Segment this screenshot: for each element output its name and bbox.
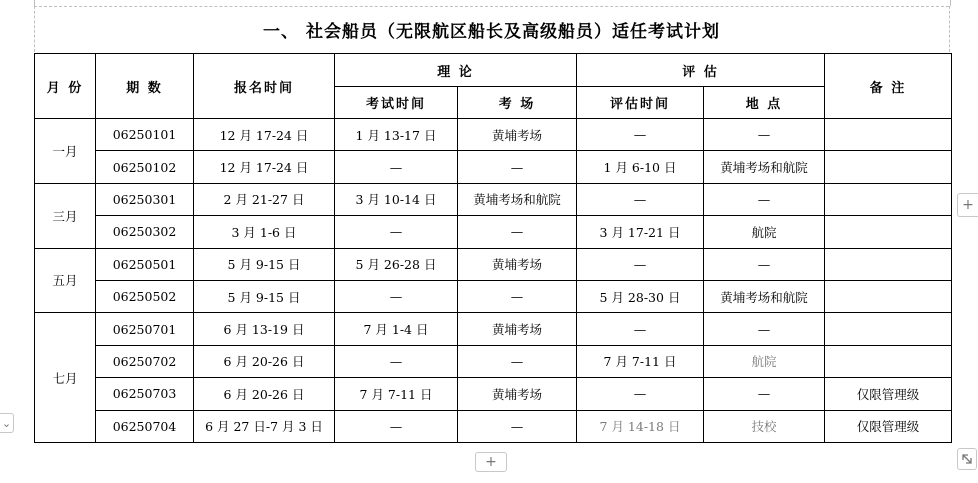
signup-cell: 5 月 9-15 日	[194, 280, 335, 312]
period-cell: 06250702	[96, 345, 194, 377]
location-cell: 技校	[704, 410, 825, 442]
location-cell: 黄埔考场和航院	[704, 280, 825, 312]
title-cell-right-border	[949, 6, 950, 52]
collapse-row-button[interactable]	[0, 413, 14, 433]
table-row	[35, 345, 952, 377]
header-theory: 理 论	[335, 54, 577, 87]
signup-cell: 5 月 9-15 日	[194, 248, 335, 280]
period-cell: 06250501	[96, 248, 194, 280]
assess-time-cell: —	[577, 183, 704, 215]
table-row	[35, 378, 952, 410]
location-cell: —	[704, 313, 825, 345]
exam-time-cell: —	[335, 410, 458, 442]
remark-cell: 仅限管理级	[825, 378, 952, 410]
signup-cell: 12 月 17-24 日	[194, 151, 335, 183]
remark-cell	[825, 151, 952, 183]
signup-cell: 6 月 20-26 日	[194, 378, 335, 410]
period-cell: 06250102	[96, 151, 194, 183]
exam-time-cell: —	[335, 216, 458, 248]
exam-time-cell: 1 月 13-17 日	[335, 119, 458, 151]
signup-cell: 3 月 1-6 日	[194, 216, 335, 248]
add-column-button[interactable]	[957, 193, 978, 217]
assess-time-cell: —	[577, 313, 704, 345]
signup-cell: 12 月 17-24 日	[194, 119, 335, 151]
location-cell: —	[704, 248, 825, 280]
location-cell: 航院	[704, 216, 825, 248]
assess-time-cell: 1 月 6-10 日	[577, 151, 704, 183]
exam-site-cell: 黄埔考场	[458, 119, 577, 151]
header-assessment: 评 估	[577, 54, 825, 87]
exam-time-cell: 7 月 7-11 日	[335, 378, 458, 410]
month-cell: 三月	[35, 183, 96, 248]
table-row	[35, 280, 952, 312]
remark-cell	[825, 313, 952, 345]
month-cell: 七月	[35, 313, 96, 443]
signup-cell: 6 月 13-19 日	[194, 313, 335, 345]
period-cell: 06250701	[96, 313, 194, 345]
table-row	[35, 410, 952, 442]
table-row	[35, 183, 952, 215]
exam-site-cell: 黄埔考场	[458, 378, 577, 410]
exam-site-cell: —	[458, 216, 577, 248]
resize-handle-icon	[961, 453, 973, 465]
table-resize-handle[interactable]	[957, 448, 977, 470]
header-period: 期 数	[96, 54, 194, 119]
period-cell: 06250302	[96, 216, 194, 248]
add-row-button[interactable]	[475, 452, 507, 472]
exam-site-cell: 黄埔考场	[458, 313, 577, 345]
exam-site-cell: —	[458, 280, 577, 312]
period-cell: 06250301	[96, 183, 194, 215]
chevron-down-icon: ⌄	[1, 416, 12, 430]
header-row	[35, 54, 952, 87]
plus-icon: +	[485, 454, 497, 470]
table-row	[35, 151, 952, 183]
exam-time-cell: —	[335, 345, 458, 377]
location-cell: —	[704, 183, 825, 215]
table-row	[35, 216, 952, 248]
document-title: 一、 社会船员（无限航区船长及高级船员）适任考试计划	[263, 22, 720, 42]
exam-time-cell: 5 月 26-28 日	[335, 248, 458, 280]
assess-time-cell: 5 月 28-30 日	[577, 280, 704, 312]
table-row	[35, 248, 952, 280]
exam-time-cell: 3 月 10-14 日	[335, 183, 458, 215]
assess-time-cell: —	[577, 248, 704, 280]
signup-cell: 2 月 21-27 日	[194, 183, 335, 215]
header-exam-time: 考试时间	[335, 87, 458, 119]
exam-site-cell: —	[458, 410, 577, 442]
month-cell: 五月	[35, 248, 96, 313]
exam-site-cell: —	[458, 345, 577, 377]
header-location: 地 点	[704, 87, 825, 119]
signup-cell: 6 月 27 日-7 月 3 日	[194, 410, 335, 442]
table-row	[35, 119, 952, 151]
location-cell: 黄埔考场和航院	[704, 151, 825, 183]
exam-site-cell: 黄埔考场	[458, 248, 577, 280]
remark-cell	[825, 183, 952, 215]
remark-cell	[825, 248, 952, 280]
header-exam-site: 考 场	[458, 87, 577, 119]
assess-time-cell: 7 月 7-11 日	[577, 345, 704, 377]
remark-cell	[825, 345, 952, 377]
location-cell: —	[704, 119, 825, 151]
location-cell: —	[704, 378, 825, 410]
assess-time-cell: 7 月 14-18 日	[577, 410, 704, 442]
remark-cell: 仅限管理级	[825, 410, 952, 442]
exam-schedule-table	[34, 53, 952, 443]
location-cell: 航院	[704, 345, 825, 377]
header-month: 月 份	[35, 54, 96, 119]
exam-time-cell: —	[335, 151, 458, 183]
period-cell: 06250101	[96, 119, 194, 151]
title-cell-top-border	[34, 6, 949, 7]
table-row	[35, 313, 952, 345]
assess-time-cell: —	[577, 378, 704, 410]
remark-cell	[825, 119, 952, 151]
plus-icon: +	[962, 197, 974, 213]
exam-site-cell: 黄埔考场和航院	[458, 183, 577, 215]
exam-time-cell: 7 月 1-4 日	[335, 313, 458, 345]
header-signup-time: 报名时间	[194, 54, 335, 119]
remark-cell	[825, 216, 952, 248]
exam-site-cell: —	[458, 151, 577, 183]
signup-cell: 6 月 20-26 日	[194, 345, 335, 377]
header-assess-time: 评估时间	[577, 87, 704, 119]
header-remarks: 备 注	[825, 54, 952, 119]
assess-time-cell: —	[577, 119, 704, 151]
month-cell: 一月	[35, 119, 96, 184]
assess-time-cell: 3 月 17-21 日	[577, 216, 704, 248]
period-cell: 06250703	[96, 378, 194, 410]
remark-cell	[825, 280, 952, 312]
period-cell: 06250704	[96, 410, 194, 442]
exam-time-cell: —	[335, 280, 458, 312]
period-cell: 06250502	[96, 280, 194, 312]
